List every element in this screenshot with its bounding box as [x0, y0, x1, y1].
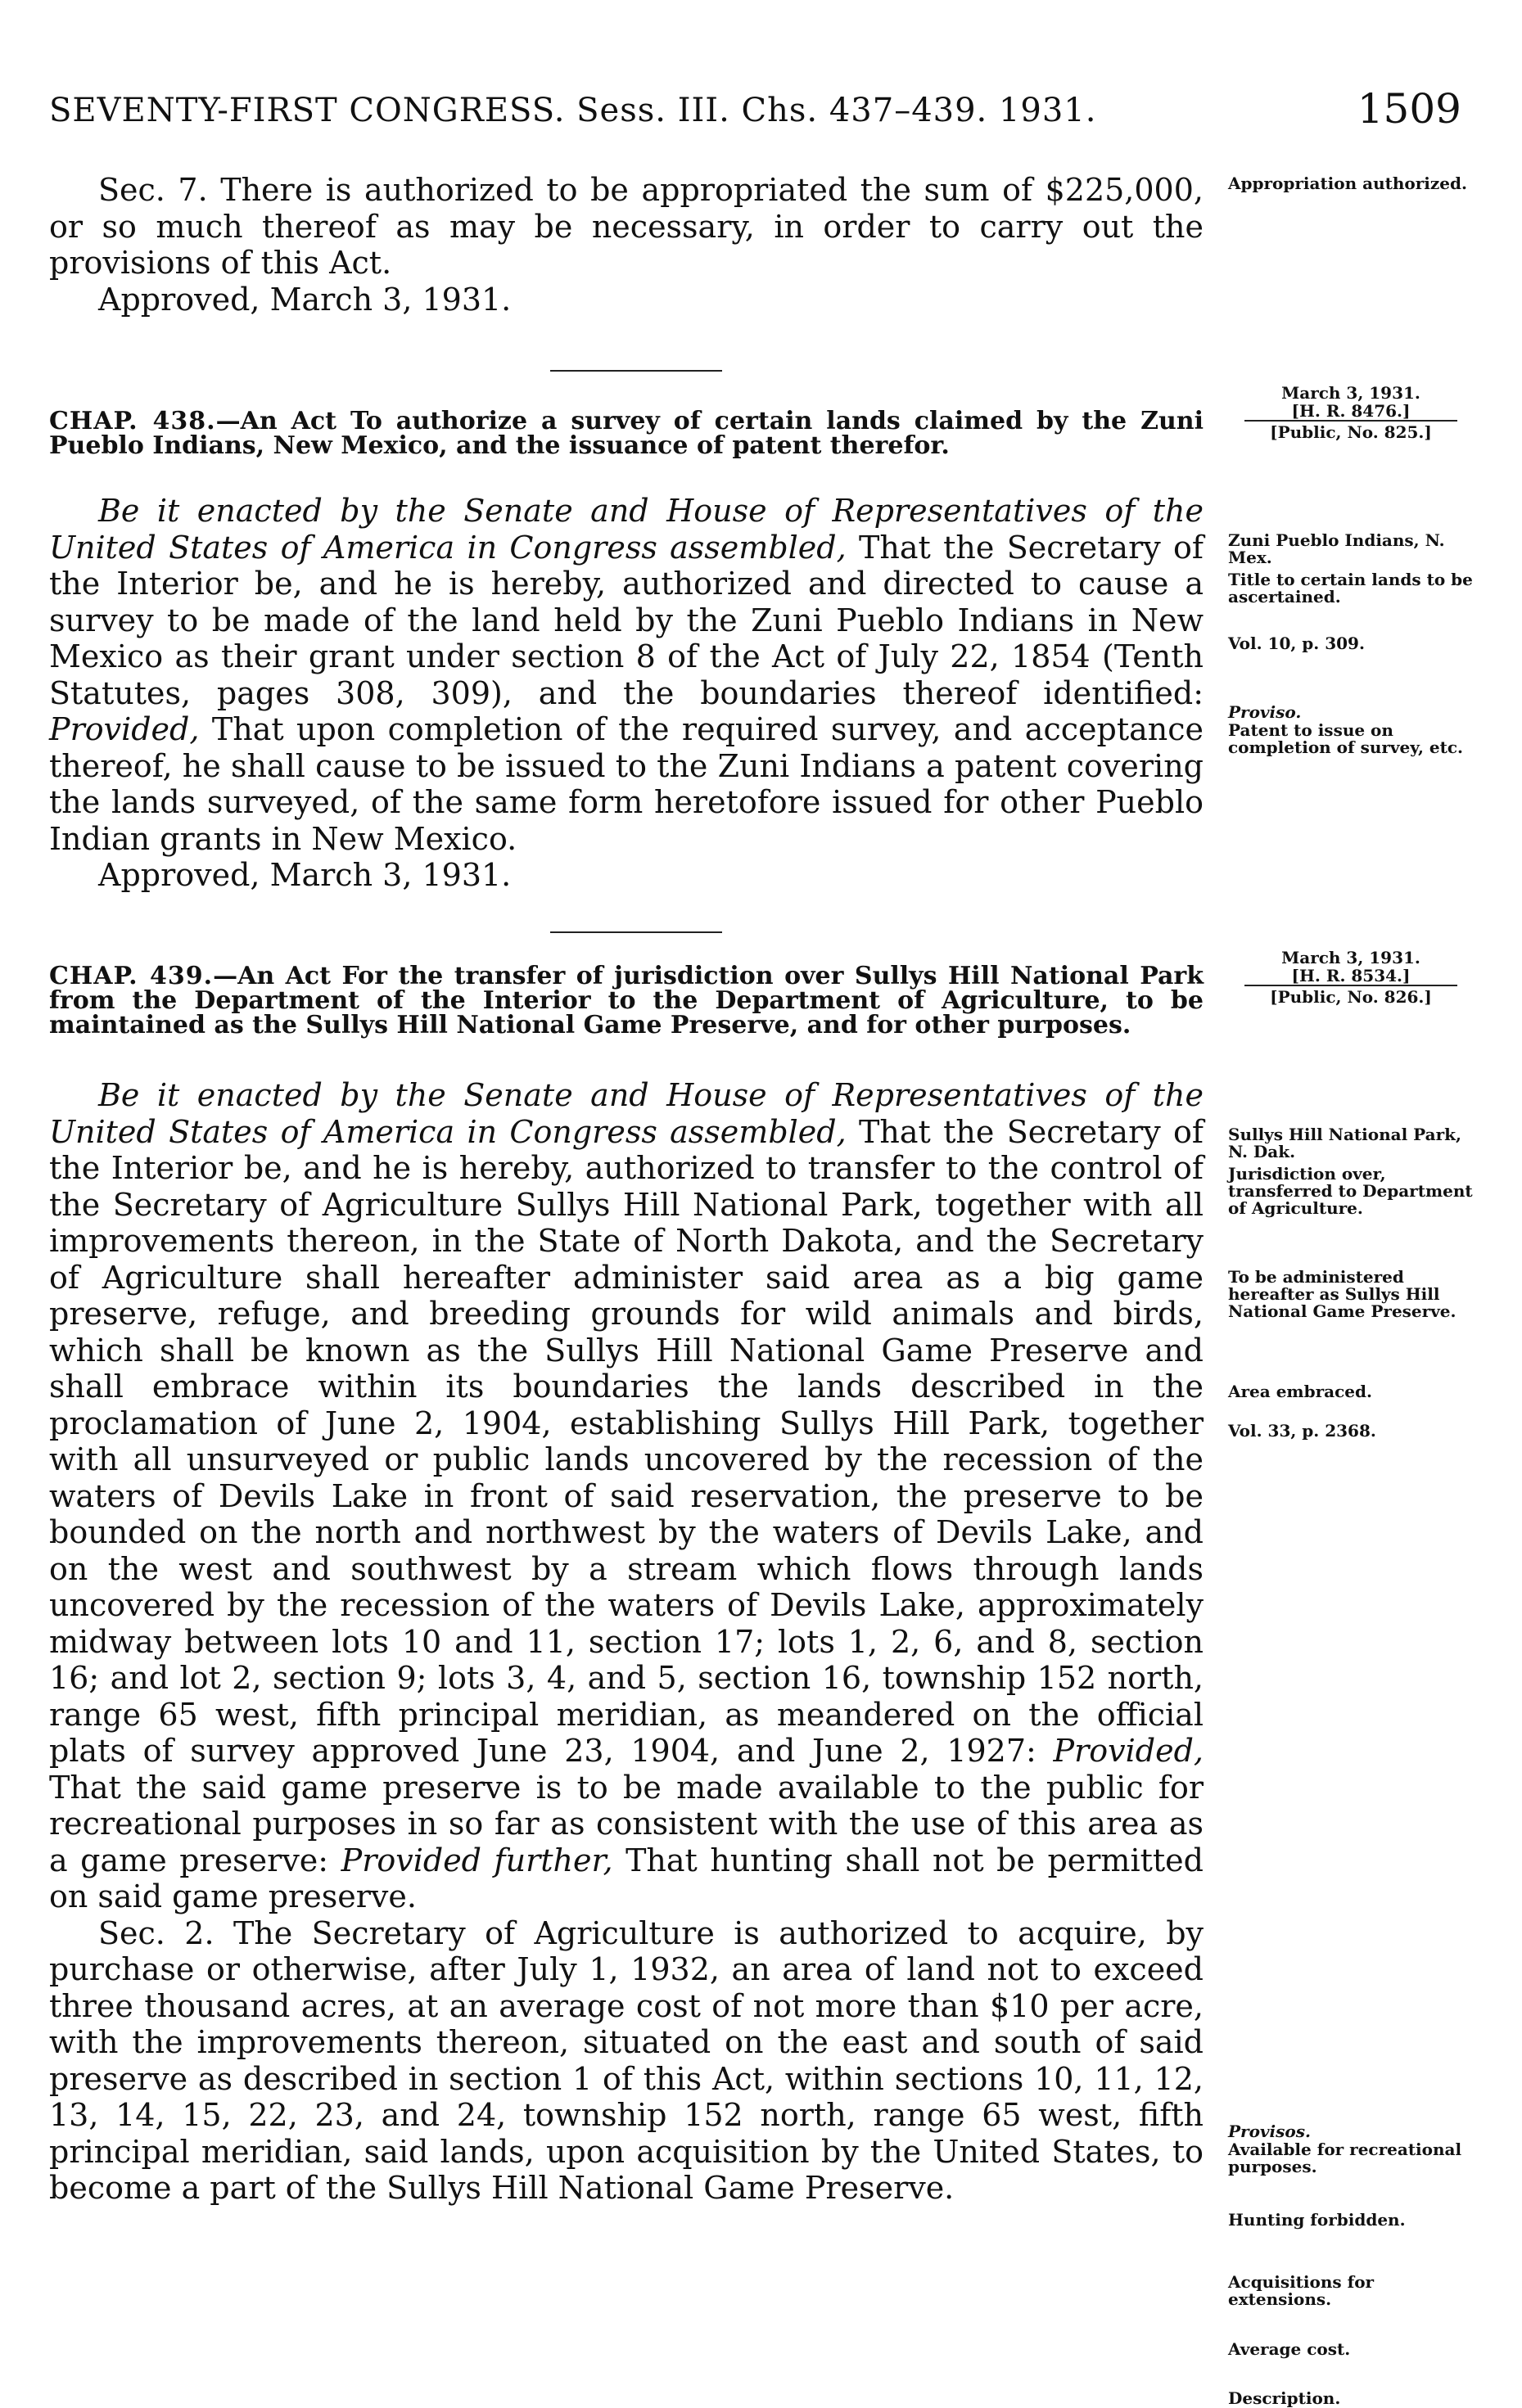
margin-note-jurisdiction: Jurisdiction over, transferred to Department of Agriculture. — [1228, 1164, 1473, 1218]
chapter-439-section-2: Sec. 2. The Secretary of Agriculture is authorized to acquire, by purchase or otherwise, after July 1, 1932, an area of land not to exceed three thousand acres, at an average cost of not more than $10 per acre, with the improvements thereon, situated on the east and south of said preserve as described in section 1 of this Act, within sections 10, 11, 12, 13, 14, 15, 22, 23, and 24, township 152 north, range 65 west, fifth principal meridian, said lands, upon acquisition by the United States, to become a part of the Sullys Hill National Game Preserve. — [49, 1914, 1204, 2206]
section-7-text: Sec. 7. There is authorized to be appropriated the sum of $225,000, or so much thereof as may be necessary, in order to carry out the provisions of this Act. — [49, 172, 1204, 281]
chapter-438-bill-text: [H. R. 8476.] — [1244, 403, 1457, 422]
chapter-439-bill — [1228, 967, 1474, 986]
chapter-438-body-b: That upon completion of the required survey, and acceptance thereof, he shall cause to be issued to the Zuni Indians a patent covering the lands surveyed, of the same form heretofore issued for other Pueblo Indian grants in New Mexico. — [49, 711, 1204, 857]
margin-note-recreational: Available for recreational purposes. — [1228, 2140, 1462, 2176]
margin-note-administered: To be administered hereafter as Sullys Hill National Game Preserve. — [1228, 1267, 1457, 1321]
chapter-divider — [550, 931, 722, 933]
chapter-438-title — [49, 409, 1204, 458]
chapter-438-approved: Approved, March 3, 1931. — [98, 857, 512, 893]
margin-note-title-lands: Title to certain lands to be ascertained. — [1228, 570, 1473, 607]
margin-note-description: Description. — [1228, 2388, 1341, 2408]
chapter-439-proviso-1: Provided, — [1053, 1733, 1204, 1769]
running-head-title: SEVENTY-FIRST CONGRESS. Sess. III. Chs. 437–439. 1931. — [49, 92, 1097, 129]
chapter-439-title-text: —An Act For the transfer of jurisdiction over Sullys Hill National Park from the Department of the Interior to the Department of Agriculture, to be maintained as the Sullys Hill National Game Preserve, and for other purposes. — [49, 962, 1204, 1039]
margin-note-appropriation: Appropriation authorized. — [1228, 174, 1467, 193]
page-number: 1509 — [1357, 85, 1461, 133]
section-divider — [550, 370, 722, 372]
chapter-438-number: CHAP. 438. — [49, 407, 216, 435]
chapter-439-public-law: [Public, No. 826.] — [1270, 987, 1432, 1007]
chapter-438-enacting-clause: Be it enacted by the Senate and House of Representatives of the United States of America in Congress assembled, — [49, 493, 1204, 566]
chapter-438-body — [49, 493, 1204, 857]
chapter-439-proviso-2: Provided further, — [341, 1842, 613, 1878]
margin-note-vol-10: Vol. 10, p. 309. — [1228, 634, 1365, 653]
chapter-439-number: CHAP. 439. — [49, 962, 214, 990]
section-7 — [49, 172, 1204, 318]
margin-note-patent: Patent to issue on completion of survey, etc. — [1228, 720, 1463, 757]
chapter-439-title — [49, 964, 1204, 1038]
running-head — [49, 85, 1461, 138]
chapter-439-enacting-clause: Be it enacted by the Senate and House of Representatives of the United States of America in Congress assembled, — [49, 1077, 1204, 1150]
margin-note-provisos-italic: Provisos. — [1228, 2122, 1311, 2141]
chapter-439 — [49, 964, 1204, 2207]
chapter-438-date: March 3, 1931. — [1281, 383, 1420, 403]
section-7-approved: Approved, March 3, 1931. — [98, 281, 512, 318]
margin-note-average-cost: Average cost. — [1228, 2339, 1351, 2359]
chapter-438-bill — [1228, 403, 1474, 422]
margin-note-hunting: Hunting forbidden. — [1228, 2210, 1406, 2230]
chapter-439-section-1 — [49, 1077, 1204, 1915]
margin-note-vol-33: Vol. 33, p. 2368. — [1228, 1421, 1376, 1441]
chapter-438-title-text: —An Act To authorize a survey of certain lands claimed by the Zuni Pueblo Indians, New Mexico, and the issuance of patent therefor. — [49, 407, 1204, 460]
chapter-439-bill-text: [H. R. 8534.] — [1244, 967, 1457, 986]
margin-note-provisos-label — [1228, 2123, 1474, 2140]
chapter-439-body-a: That the Secretary of the Interior be, and he is hereby, authorized to transfer to the control of the Secretary of Agriculture Sullys Hill National Park, together with all improvements thereon, in the State of North Dakota, and the Secretary of Agriculture shall hereafter administer said area as a big game preserve, refuge, and breeding grounds for wild animals and birds, which shall be known as the Sullys Hill National Game Preserve and shall embrace within its boundaries the lands described in the proclamation of June 2, 1904, establishing Sullys Hill Park, together with all unsurveyed or public lands uncovered by the recession of the waters of Devils Lake in front of said reservation, the preserve to be bounded on the north and northwest by the waters of Devils Lake, and on the west and southwest by a stream which flows through lands uncovered by the recession of the waters of Devils Lake, approximately midway between lots 10 and 11, section 17; lots 1, 2, 6, and 8, section 16; and lot 2, section 9; lots 3, 4, and 5, section 16, township 152 north, range 65 west, fifth principal meridian, as meandered on the official plats of survey approved June 23, 1904, and June 2, 1927: — [49, 1113, 1204, 1769]
chapter-438-proviso: Provided, — [49, 711, 200, 747]
margin-note-zuni-indians: Zuni Pueblo Indians, N. Mex. — [1228, 530, 1445, 567]
chapter-439-date: March 3, 1931. — [1281, 948, 1420, 967]
chapter-438 — [49, 409, 1204, 894]
chapter-439-body-b: That the said game preserve is to be made available to the public for recreational purposes in so far as consistent with the use of this area as a game preserve: — [49, 1769, 1204, 1878]
margin-note-area-embraced: Area embraced. — [1228, 1382, 1372, 1401]
margin-note-sullys-hill: Sullys Hill National Park, N. Dak. — [1228, 1125, 1461, 1161]
chapter-439-body-c: That hunting shall not be permitted on said game preserve. — [49, 1842, 1204, 1914]
margin-note-acquisitions: Acquisitions for extensions. — [1228, 2272, 1375, 2309]
chapter-438-public-law: [Public, No. 825.] — [1270, 422, 1432, 442]
chapter-438-body-a: That the Secretary of the Interior be, and he is hereby, authorized and directed to cause a survey to be made of the land held by the Zuni Pueblo Indians in New Mexico as their grant under section 8 of the Act of July 22, 1854 (Tenth Statutes, pages 308, 309), and the boundaries thereof identified: — [49, 529, 1204, 711]
margin-note-proviso-label — [1228, 704, 1474, 721]
margin-note-proviso-italic: Proviso. — [1228, 702, 1302, 722]
